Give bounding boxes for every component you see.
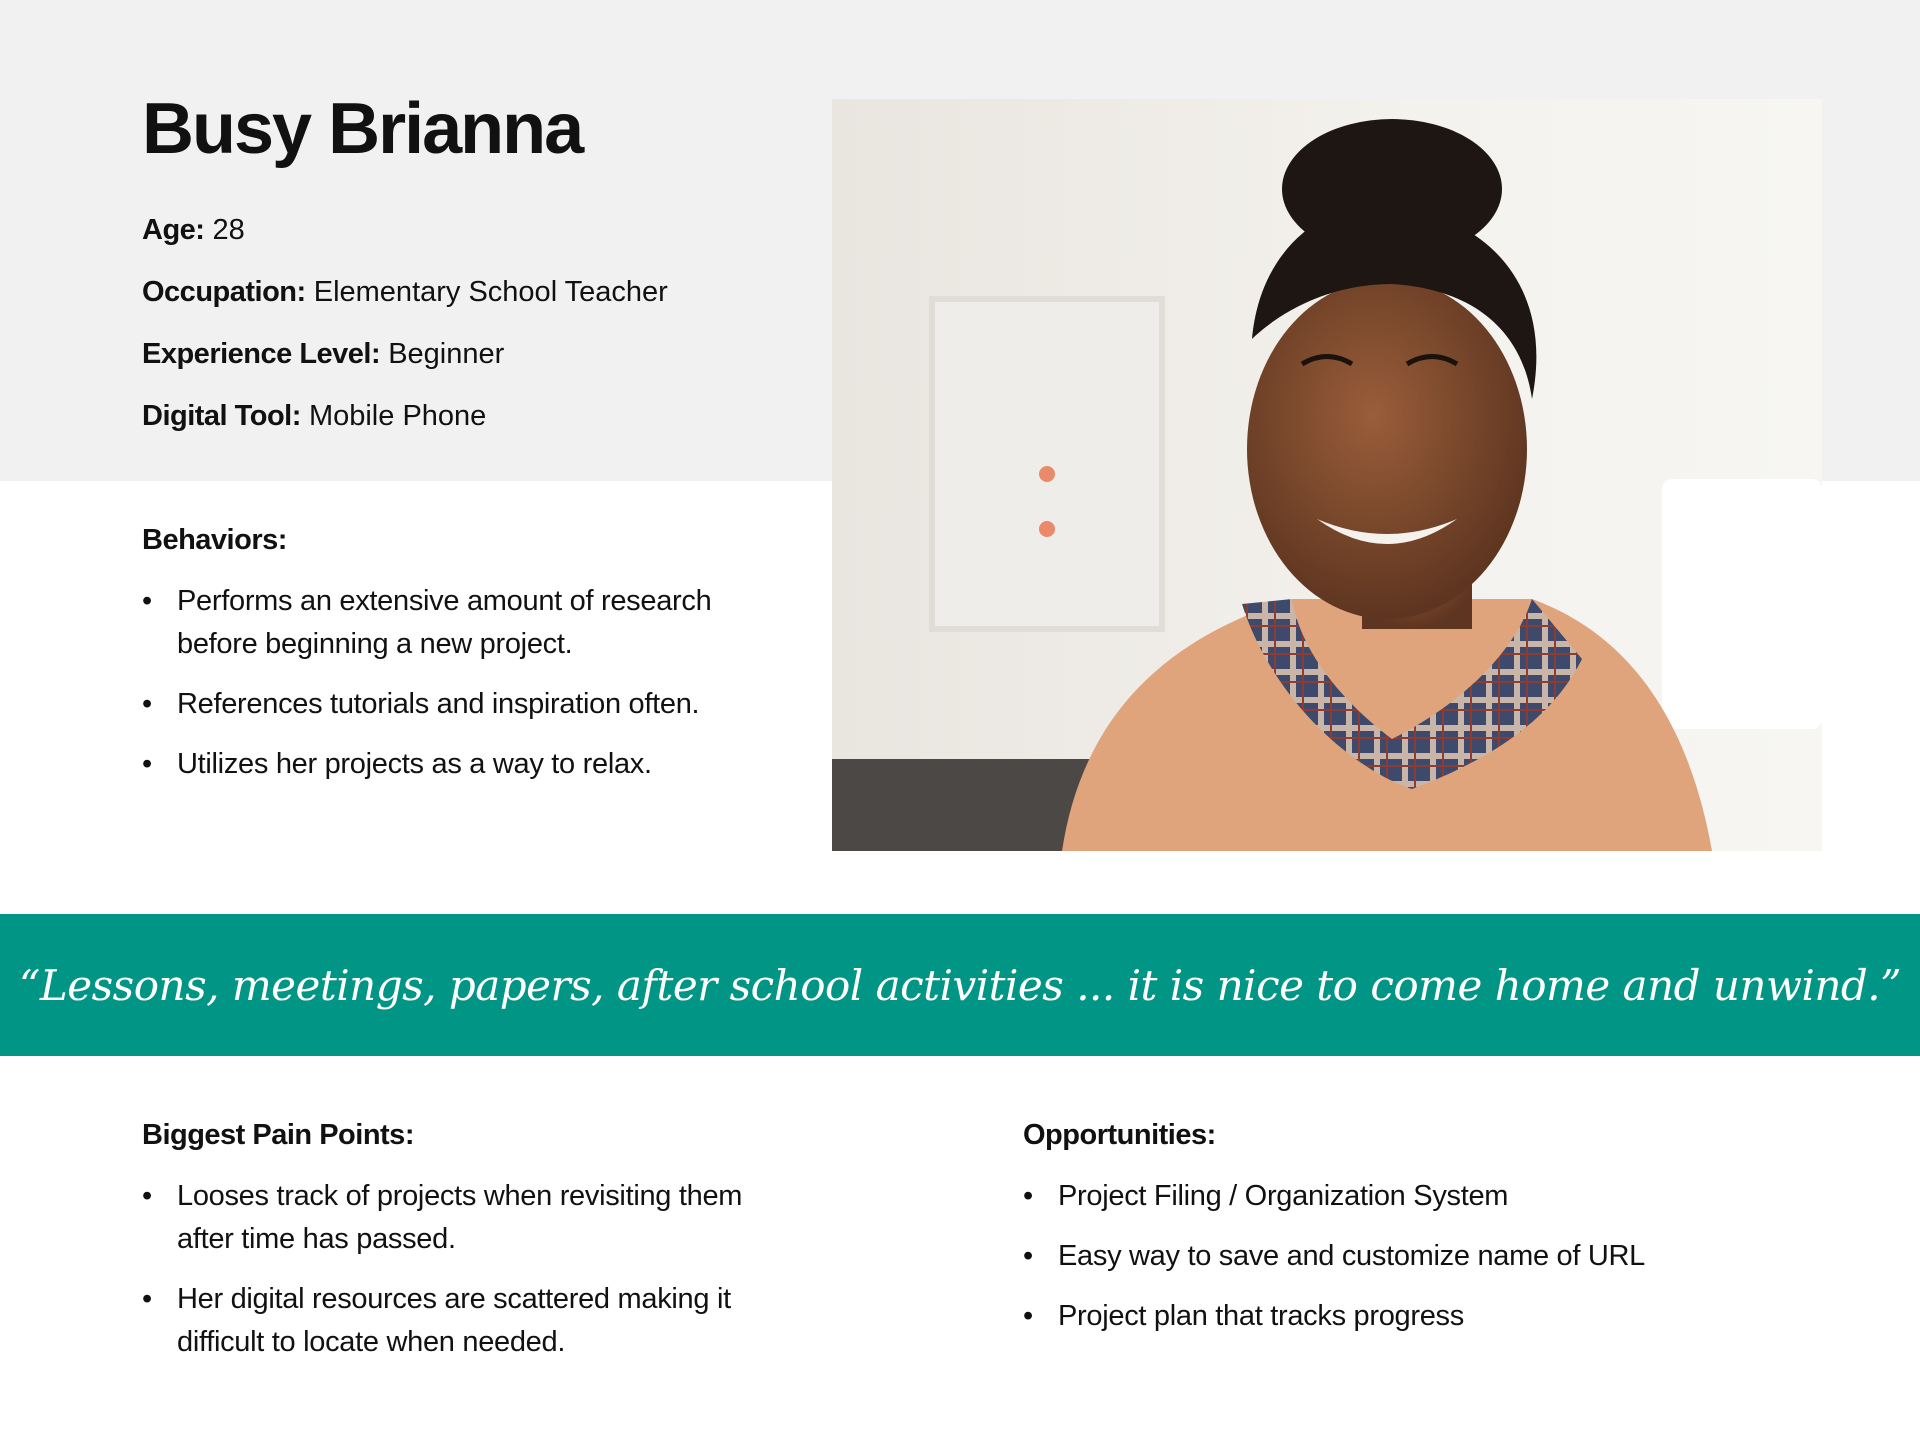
pain-points-list	[142, 1175, 782, 1381]
list-item: • Project Filing / Organization System	[1023, 1175, 1783, 1218]
fact-label: Digital Tool:	[142, 400, 301, 432]
list-item: • Project plan that tracks progress	[1023, 1295, 1783, 1338]
fact-label: Experience Level:	[142, 338, 381, 370]
persona-quote: “Lessons, meetings, papers, after school activities ... it is nice to come home and unwind.”	[18, 960, 1902, 1010]
behaviors-title: Behaviors:	[142, 524, 287, 556]
quote-banner	[0, 914, 1920, 1056]
fact-value: 28	[212, 214, 245, 246]
fact-value: Mobile Phone	[308, 400, 487, 432]
fact-value: Beginner	[388, 338, 505, 370]
behaviors-list	[142, 580, 762, 803]
fact-digital-tool	[142, 398, 668, 460]
opportunities-title: Opportunities:	[1023, 1119, 1216, 1151]
list-item: • Her digital resources are scattered making it difficult to locate when needed.	[142, 1278, 782, 1364]
persona-name: Busy Brianna	[142, 89, 583, 169]
list-item: • Utilizes her projects as a way to relax.	[142, 743, 762, 786]
pain-points-title: Biggest Pain Points:	[142, 1119, 414, 1151]
list-item: • Looses track of projects when revisiting them after time has passed.	[142, 1175, 782, 1261]
fact-label: Occupation:	[142, 276, 306, 308]
list-item: • Easy way to save and customize name of URL	[1023, 1235, 1783, 1278]
list-item: • References tutorials and inspiration often.	[142, 683, 762, 726]
persona-facts	[142, 212, 668, 460]
fact-occupation	[142, 274, 668, 336]
fact-label: Age:	[142, 214, 205, 246]
opportunities-list	[1023, 1175, 1783, 1355]
fact-experience-level	[142, 336, 668, 398]
fact-age	[142, 212, 668, 274]
list-item: • Performs an extensive amount of research before beginning a new project.	[142, 580, 762, 666]
fact-value: Elementary School Teacher	[313, 276, 668, 308]
persona-photo	[832, 99, 1822, 851]
